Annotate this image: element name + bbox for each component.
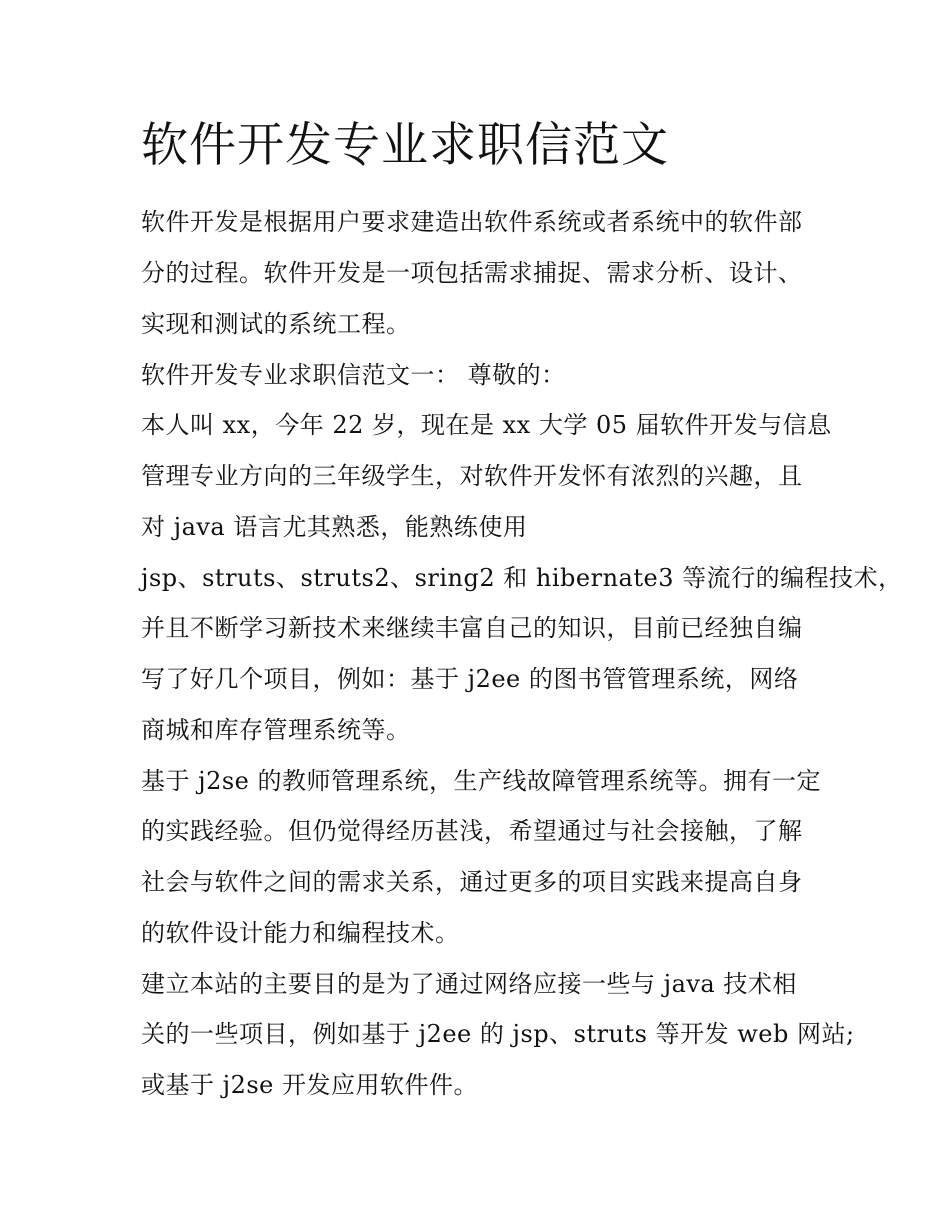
body-line: 软件开发专业求职信范文一： 尊敬的： — [141, 361, 566, 389]
body-line: 对 java 语言尤其熟悉，能熟练使用 — [141, 513, 528, 541]
body-line: 写了好几个项目，例如：基于 j2ee 的图书管管理系统，网络 — [141, 665, 799, 693]
body-line: 的软件设计能力和编程技术。 — [141, 919, 460, 947]
body-line: 建立本站的主要目的是为了通过网络应接一些与 java 技术相 — [141, 970, 797, 998]
document-title: 软件开发专业求职信范文 — [141, 118, 669, 173]
body-line: jsp、struts、struts2、sring2 和 hibernate3 等流行的编程技术， — [141, 564, 903, 592]
body-line: 实现和测试的系统工程。 — [141, 310, 411, 338]
body-line: 的实践经验。但仍觉得经历甚浅，希望通过与社会接触，了解 — [141, 817, 803, 845]
body-line: 本人叫 xx，今年 22 岁，现在是 xx 大学 05 届软件开发与信息 — [141, 411, 832, 439]
body-line: 关的一些项目，例如基于 j2ee 的 jsp、struts 等开发 web 网站; — [141, 1020, 855, 1048]
body-line: 或基于 j2se 开发应用软件件。 — [141, 1071, 478, 1099]
body-line: 并且不断学习新技术来继续丰富自己的知识，目前已经独自编 — [141, 614, 803, 642]
body-line: 商城和库存管理系统等。 — [141, 716, 411, 744]
body-line: 管理专业方向的三年级学生，对软件开发怀有浓烈的兴趣，且 — [141, 462, 803, 490]
body-line: 软件开发是根据用户要求建造出软件系统或者系统中的软件部 — [141, 208, 803, 236]
body-line: 基于 j2se 的教师管理系统，生产线故障管理系统等。拥有一定 — [141, 767, 821, 795]
body-line: 分的过程。软件开发是一项包括需求捕捉、需求分析、设计、 — [141, 259, 803, 287]
body-line: 社会与软件之间的需求关系，通过更多的项目实践来提高自身 — [141, 868, 803, 896]
